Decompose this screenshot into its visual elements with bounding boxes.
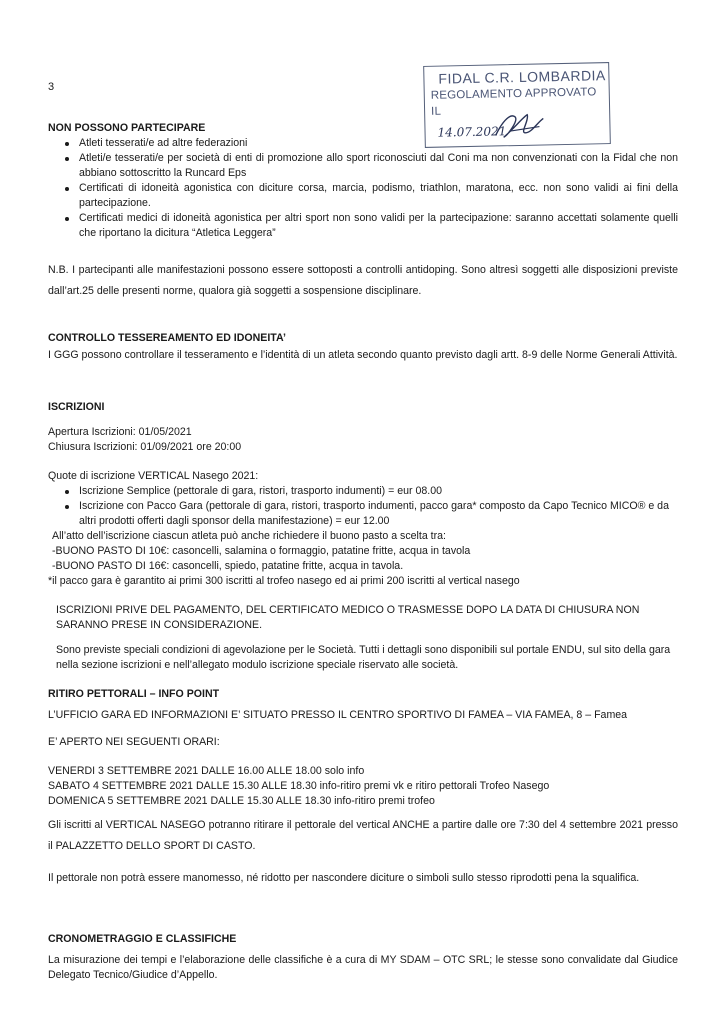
apertura-line: Apertura Iscrizioni: 01/05/2021 xyxy=(48,426,192,439)
vertical-text: Gli iscritti al VERTICAL NASEGO potranno ritirare il pettorale del vertical ANCHE a partire dalle ore 7:30 del 4 settembre 2021 presso il PALAZZETTO DELLO SPORT DI CASTO. xyxy=(48,819,678,853)
section-non-possono xyxy=(48,121,678,241)
pacco-note: *il pacco gara è garantito ai primi 300 iscritti al trofeo nasego ed ai primi 200 iscritti al vertical nasego xyxy=(48,575,520,588)
stamp-line-1: FIDAL C.R. LOMBARDIA xyxy=(438,67,606,87)
agevolazione-text: Sono previste speciali condizioni di agevolazione per le Società. Tutti i dettagli sono disponibili sul portale ENDU, sul sito della gara nella sezione iscrizioni e nell’allegato modulo iscrizione speciale riservato alle società. xyxy=(56,644,671,672)
section-title: CONTROLLO TESSEREAMENTO ED IDONEITA’ xyxy=(48,332,286,344)
pettorale-text: Il pettorale non potrà essere manomesso, né ridotto per nascondere diciture o simboli sullo stesso riprodotti pena la squalifica. xyxy=(48,871,640,884)
buono-16: -BUONO PASTO DI 16€: casoncelli, spiedo, patatine fritte, acqua in tavola. xyxy=(52,560,404,573)
orario-line: DOMENICA 5 SETTEMBRE 2021 DALLE 15.30 ALLE 18.30 info-ritiro premi trofeo xyxy=(48,795,435,808)
list-item: Certificati di idoneità agonistica con diciture corsa, marcia, podismo, triathlon, maratona, ecc. non sono validi ai fini della partecipazione. xyxy=(48,181,678,211)
orario-line: VENERDI 3 SETTEMBRE 2021 DALLE 16.00 ALLE 18.00 solo info xyxy=(48,765,365,778)
page-number: 3 xyxy=(48,81,55,93)
stamp-date: 14.07.2021 xyxy=(437,124,507,140)
quote-list xyxy=(48,484,678,529)
buono-10: -BUONO PASTO DI 10€: casoncelli, salamina o formaggio, patatine fritte, acqua in tavola xyxy=(52,545,471,558)
ufficio-text: L’UFFICIO GARA ED INFORMAZIONI E’ SITUATO PRESSO IL CENTRO SPORTIVO DI FAMEA – VIA FAMEA, 8 – Famea xyxy=(48,709,628,722)
section-title: NON POSSONO PARTECIPARE xyxy=(48,122,206,134)
buono-intro: All’atto dell’iscrizione ciascun atleta può anche richiedere il buono pasto a scelta tra: xyxy=(52,530,446,543)
orario-line: SABATO 4 SETTEMBRE 2021 DALLE 15.30 ALLE 18.30 info-ritiro premi vk e ritiro pettorali Trofeo Nasego xyxy=(48,780,550,793)
section-iscrizioni xyxy=(48,400,678,673)
section-title: ISCRIZIONI xyxy=(48,401,105,413)
controllo-text: I GGG possono controllare il tesseramento e l’identità di un atleta secondo quanto previsto dagli artt. 8-9 delle Norme Generali Attività. xyxy=(48,349,678,362)
stamp-line-2: REGOLAMENTO APPROVATO IL xyxy=(430,86,597,119)
section-controllo xyxy=(48,331,678,364)
list-item: Atleti tesserati/e ad altre federazioni xyxy=(48,136,678,151)
quote-title: Quote di iscrizione VERTICAL Nasego 2021: xyxy=(48,470,259,483)
non-possono-list xyxy=(48,136,678,241)
prive-notice: ISCRIZIONI PRIVE DEL PAGAMENTO, DEL CERTIFICATO MEDICO O TRASMESSE DOPO LA DATA DI CHIUSURA NON SARANNO PRESE IN CONSIDERAZIONE. xyxy=(56,604,640,632)
aperto-text: E’ APERTO NEI SEGUENTI ORARI: xyxy=(48,736,220,749)
section-title: RITIRO PETTORALI – INFO POINT xyxy=(48,688,220,700)
section-title: CRONOMETRAGGIO E CLASSIFICHE xyxy=(48,933,237,945)
section-ritiro xyxy=(48,687,678,889)
list-item: Iscrizione con Pacco Gara (pettorale di gara, ristori, trasporto indumenti, pacco gara* composto da Capo Tecnico MICO® e da altri prodotti offerti dagli sponsor della manifestazione) = eur 12.00 xyxy=(48,499,678,529)
list-item: Atleti/e tesserati/e per società di enti di promozione allo sport riconosciuti dal Coni ma non convenzionati con la Fidal che non abbiano sottoscritto la Runcard Eps xyxy=(48,151,678,181)
nb-paragraph: N.B. I partecipanti alle manifestazioni possono essere sottoposti a controlli antidoping. Sono altresì soggetti alle disposizioni previste dall’art.25 delle presenti norme, qualora già soggetti a sospensione disciplinare. xyxy=(48,264,678,298)
chiusura-line: Chiusura Iscrizioni: 01/09/2021 ore 20:00 xyxy=(48,441,242,454)
section-crono xyxy=(48,932,678,983)
list-item: Certificati medici di idoneità agonistica per altri sport non sono validi per la partecipazione: saranno accettati solamente quelli che riportano la dicitura “Atletica Leggera” xyxy=(48,211,678,241)
crono-text: La misurazione dei tempi e l’elaborazione delle classifiche è a cura di MY SDAM – OTC SRL; le stesse sono convalidate dal Giudice Delegato Tecnico/Giudice d’Appello. xyxy=(48,954,678,982)
list-item: Iscrizione Semplice (pettorale di gara, ristori, trasporto indumenti) = eur 08.00 xyxy=(48,484,678,499)
